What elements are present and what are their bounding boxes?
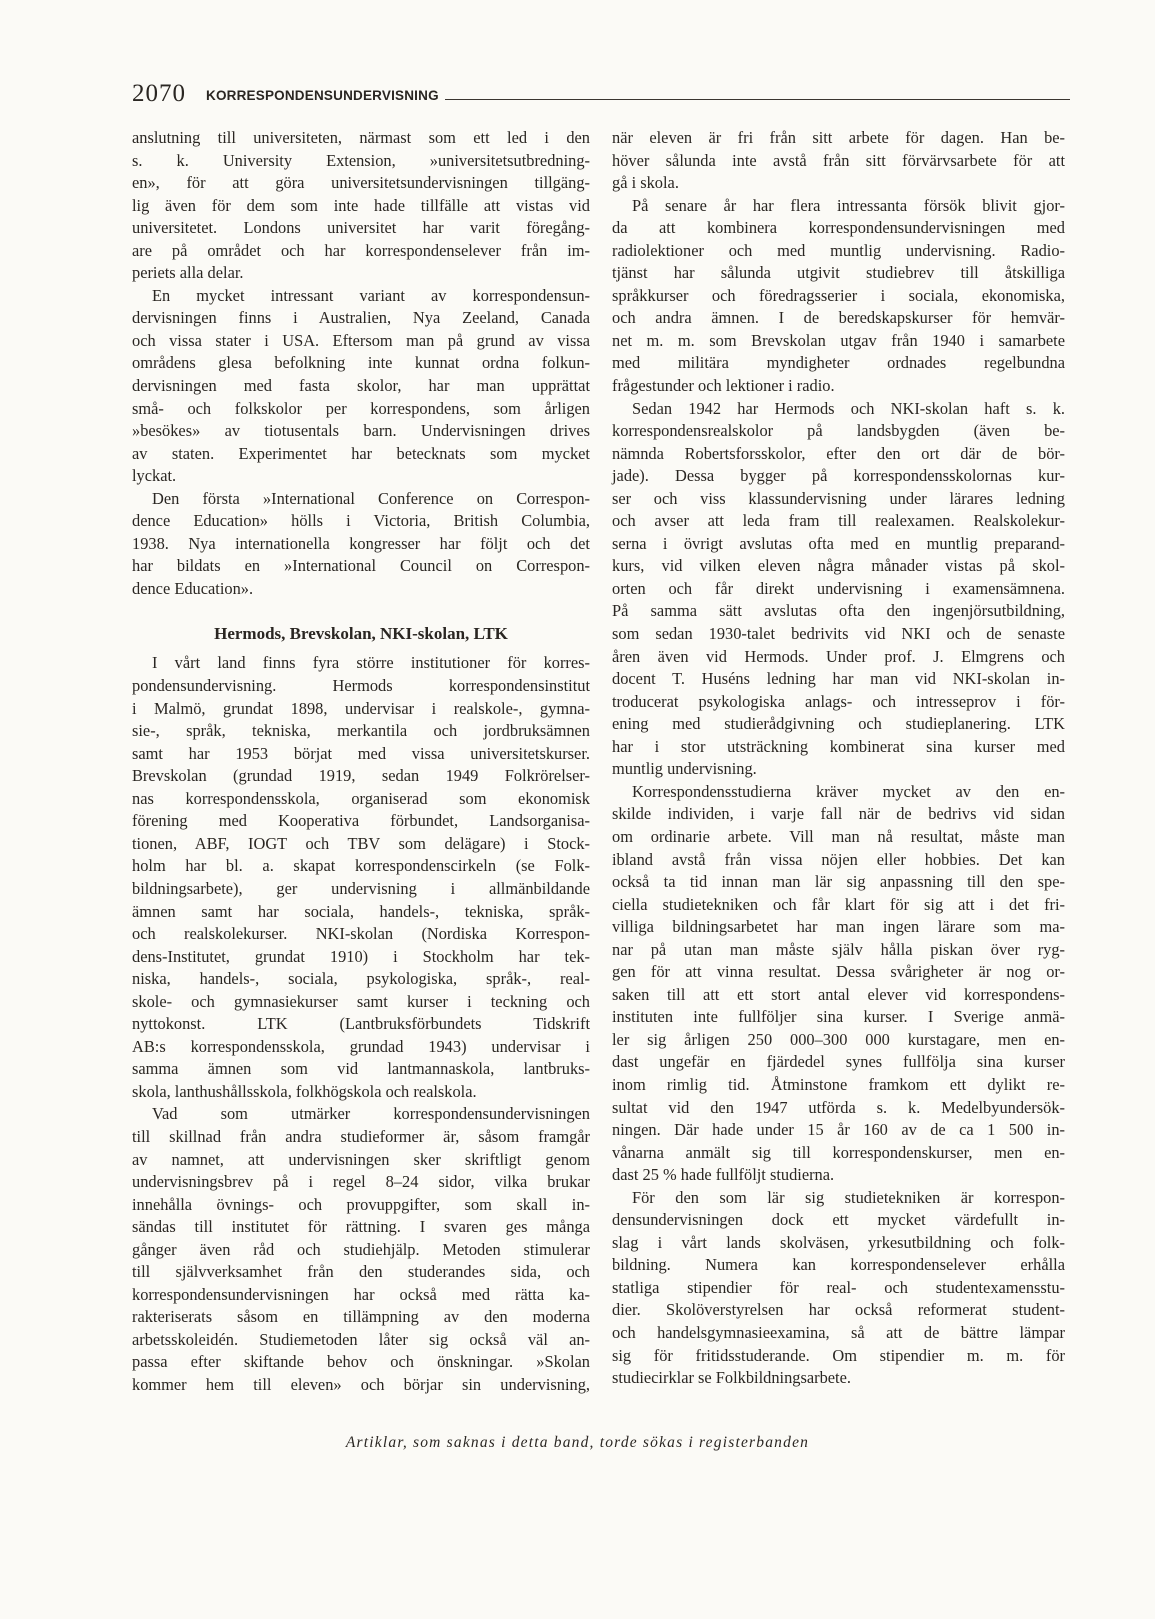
text-line: dervisningen med fasta skolor, har man upprättat: [132, 376, 590, 396]
right-column: [612, 127, 1065, 1390]
text-line: kommer hem till eleven» och börjar sin undervisning,: [132, 1374, 590, 1394]
text-line: korrespondensundervisningen har också med rätta ka-: [132, 1284, 590, 1304]
text-line: tjänst har sålunda utgivit studiebrev till åtskilliga: [612, 263, 1065, 283]
paragraph: [612, 195, 1065, 398]
text-line: universitetet. Londons universitet har varit föregång-: [132, 218, 590, 238]
text-line: kurs, vid vilken eleven några månader vistas på skol-: [612, 556, 1065, 576]
text-line: skilde individen, i varje fall när de bedrivs vid sidan: [612, 804, 1065, 824]
text-line: samt har 1953 börjat med vissa universitetskurser.: [132, 743, 590, 763]
text-line: skole- och gymnasiekurser samt kurser i teckning och: [132, 991, 590, 1011]
text-line: språkkurser och föredragsserier i sociala, ekonomiska,: [612, 285, 1065, 305]
text-line: innehålla övnings- och provuppgifter, som skall in-: [132, 1194, 590, 1214]
footer-note: Artiklar, som saknas i detta band, torde sökas i registerbanden: [345, 1434, 810, 1451]
text-line: ciella studietekniken och får klart för sig att i det fri-: [612, 894, 1065, 914]
text-line: nas korrespondensskola, organiserad som ekonomisk: [132, 788, 590, 808]
text-line: och handelsgymnasieexamina, så att de bättre lämpar: [612, 1322, 1065, 1342]
text-line: små- och folkskolor per korrespondens, som årligen: [132, 398, 590, 418]
text-line: av staten. Experimentet har betecknats som mycket: [132, 443, 590, 463]
text-line: periets alla delar.: [132, 263, 244, 283]
text-line: bildning. Numera kan korrespondenselever erhålla: [612, 1255, 1065, 1275]
paragraph: [132, 1103, 590, 1396]
text-line: med militära myndigheter ordnades regelbundna: [612, 353, 1065, 373]
text-line: ler sig årligen 250 000–300 000 kurstagare, men en-: [612, 1029, 1065, 1049]
right-paragraphs: [612, 127, 1065, 1390]
paragraph: [612, 127, 1065, 195]
text-line: niska, handels-, sociala, psykologiska, språk-, real-: [132, 969, 590, 989]
text-line: lyckat.: [132, 466, 177, 486]
text-line: dence Education» hölls i Victoria, British Columbia,: [132, 511, 590, 531]
text-line: dast ungefär en fjärdedel synes fullfölja sina kurser: [612, 1052, 1065, 1072]
text-line: muntlig undervisning.: [612, 759, 757, 779]
paragraph: [612, 781, 1065, 1187]
text-line: skola, lanthushållsskola, folkhögskola och realskola.: [132, 1081, 477, 1101]
text-line: pondensundervisning. Hermods korrespondensinstitut: [132, 676, 590, 696]
text-line: radiolektioner och med muntlig undervisning. Radio-: [612, 240, 1065, 260]
text-line: bildningsarbete), ger undervisning i allmänbildande: [132, 878, 590, 898]
text-line: gånger även råd och studiehjälp. Metoden stimulerar: [132, 1239, 590, 1259]
text-line: Brevskolan (grundad 1919, sedan 1949 Folkrörelser-: [132, 766, 590, 786]
page-number: 2070: [132, 80, 186, 107]
text-line: sändas till institutet för rättning. I svaren ges många: [132, 1217, 590, 1237]
paragraph: [612, 1187, 1065, 1390]
text-line: För den som lär sig studietekniken är korrespon-: [632, 1187, 1065, 1207]
paragraph: [612, 398, 1065, 781]
text-line: s. k. University Extension, »universitetsutbredning-: [132, 150, 590, 170]
paragraph: [132, 127, 590, 285]
text-line: holm har bl. a. skapat korrespondenscirkeln (se Folk-: [132, 856, 590, 876]
text-line: studiecirklar se Folkbildningsarbete.: [612, 1368, 851, 1388]
text-line: docent T. Huséns ledning har man vid NKI-skolan in-: [612, 669, 1065, 689]
text-line: 1938. Nya internationella kongresser har följt och det: [132, 533, 590, 553]
text-line: höver sålunda inte avstå från sitt förvärvsarbete för att: [612, 150, 1065, 170]
text-line: slag i vårt lands skolväsen, yrkesutbildning och folk-: [612, 1232, 1065, 1252]
text-line: Den första »International Conference on Correspon-: [152, 488, 590, 508]
text-line: samma ämnen som vid lantmannaskola, lantbruks-: [132, 1059, 590, 1079]
text-line: inom rimlig tid. Åtminstone framkom ett dylikt re-: [612, 1074, 1065, 1094]
text-line: har i stor utsträckning kombinerat sina kurser med: [612, 736, 1065, 756]
text-line: sie-, språk, tekniska, merkantila och jordbruksämnen: [132, 721, 590, 741]
text-line: till skillnad från andra studieformer är, såsom framgår: [132, 1126, 590, 1146]
text-line: nyttokonst. LTK (Lantbruksförbundets Tidskrift: [132, 1014, 590, 1034]
text-line: när eleven är fri från sitt arbete för dagen. Han be-: [612, 128, 1065, 147]
text-line: och avser att leda fram till realexamen. Realskolekur-: [612, 511, 1065, 531]
text-line: förening med Kooperativa förbundet, Landsorganisa-: [132, 811, 590, 831]
text-line: en», för att göra universitetsundervisningen tillgäng-: [132, 173, 590, 193]
text-line: dast 25 % hade fullföljt studierna.: [612, 1165, 835, 1185]
text-line: »besökes» av tiotusentals barn. Undervisningen drives: [132, 421, 590, 441]
text-line: Sedan 1942 har Hermods och NKI-skolan haft s. k.: [632, 398, 1065, 418]
text-line: och andra ämnen. I de beredskapskurser för hemvär-: [612, 308, 1065, 328]
text-line: saken till att ett stort antal elever vid korrespondens-: [612, 984, 1065, 1004]
text-line: nar på utan man måste själv hålla piskan över ryg-: [612, 939, 1065, 959]
section-heading: Hermods, Brevskolan, NKI-skolan, LTK: [214, 624, 508, 644]
text-line: På senare år har flera intressanta försök blivit gjor-: [632, 195, 1065, 215]
text-line: och realskolekurser. NKI-skolan (Nordiska Korrespon-: [132, 924, 590, 944]
text-line: instituten inte fullföljer sina kurser. I Sverige anmä-: [612, 1007, 1065, 1027]
text-line: till självverksamhet från den studerandes sida, och: [132, 1262, 590, 1282]
text-line: om ordinarie arbete. Vill man nå resultat, måste man: [612, 826, 1065, 846]
left-paragraphs-before-heading: [132, 127, 590, 600]
text-line: passa efter skiftande behov och önskningar. »Skolan: [132, 1352, 590, 1372]
running-header: [132, 76, 1070, 106]
text-line: serna i övrigt avslutas ofta med en muntlig preparand-: [612, 533, 1065, 553]
text-line: undervisningsbrev på i regel 8–24 sidor, vilka brukar: [132, 1172, 590, 1192]
text-line: densundervisningen dock ett mycket värdefullt in-: [612, 1210, 1065, 1230]
text-line: av namnet, att undervisningen sker skriftligt genom: [132, 1149, 590, 1169]
text-line: ibland avstå från vissa nöjen eller hobbies. Det kan: [612, 849, 1065, 869]
text-line: dier. Skolöverstyrelsen har också reformerat student-: [612, 1300, 1065, 1320]
text-line: korrespondensrealskolor på landsbygden (även be-: [612, 421, 1065, 441]
text-line: Vad som utmärker korrespondensundervisningen: [152, 1104, 590, 1124]
text-line: vånarna anmält sig till korrespondenskurser, men en-: [612, 1142, 1065, 1162]
running-title: KORRESPONDENSUNDERVISNING: [206, 88, 439, 103]
text-line: ening med studierådgivning och studieplanering. LTK: [612, 714, 1065, 734]
text-line: sultat vid den 1947 utförda s. k. Medelbyundersök-: [612, 1097, 1065, 1117]
text-line: som sedan 1930-talet bedrivits vid NKI och de senaste: [612, 624, 1065, 644]
text-line: Korrespondensstudierna kräver mycket av den en-: [632, 781, 1065, 801]
text-line: dens-Institutet, grundat 1910) i Stockholm har tek-: [132, 946, 590, 966]
text-line: are på området och har korrespondenselever från im-: [132, 240, 590, 260]
text-line: net m. m. som Brevskolan utgav från 1940 i samarbete: [612, 330, 1065, 350]
text-line: rakteriserats såsom en tillämpning av den moderna: [132, 1307, 590, 1327]
text-line: troducerat psykologiska anlags- och intresseprov i för-: [612, 691, 1065, 711]
text-line: i Malmö, grundat 1898, undervisar i realskole-, gymna-: [132, 698, 590, 718]
text-line: orten och får direkt undervisning i examensämnena.: [612, 578, 1065, 598]
text-line: ningen. Där hade under 15 år 160 av de ca 1 500 in-: [612, 1120, 1065, 1140]
text-line: områdens glesa befolkning inte kunnat ordna folkun-: [132, 353, 590, 373]
paragraph: [132, 652, 590, 1103]
text-line: En mycket intressant variant av korrespondensun-: [152, 285, 590, 305]
left-paragraphs-after-heading: [132, 652, 590, 1396]
text-line: åren även vid Hermods. Under prof. J. Elmgrens och: [612, 646, 1065, 666]
left-column: [132, 127, 590, 1397]
text-line: da att kombinera korrespondensundervisningen med: [612, 218, 1065, 238]
text-line: anslutning till universiteten, närmast som ett led i den: [132, 128, 590, 147]
text-line: sig för fritidsstuderande. Om stipendier m. m. för: [612, 1345, 1065, 1365]
text-line: ämnen samt har sociala, handels-, tekniska, språk-: [132, 901, 590, 921]
text-line: har bildats en »International Council on Correspon-: [132, 556, 590, 576]
text-line: På samma sätt avslutas ofta den ingenjörsutbildning,: [612, 601, 1065, 621]
text-line: villiga bildningsarbetet har man ingen lärare som ma-: [612, 917, 1065, 937]
text-line: och vissa stater i USA. Eftersom man på grund av vissa: [132, 330, 590, 350]
text-line: I vårt land finns fyra större institutioner för korres-: [152, 653, 590, 673]
text-line: nämnda Robertsforsskolor, efter den ort där de bör-: [612, 443, 1065, 463]
text-line: arbetsskoleidén. Studiemetoden låter sig också väl an-: [132, 1329, 590, 1349]
text-line: tionen, ABF, IOGT och TBV som delägare) i Stock-: [132, 833, 590, 853]
text-line: också ta tid innan man lär sig anpassning till den spe-: [612, 872, 1065, 892]
text-line: gå i skola.: [612, 173, 679, 193]
text-line: frågestunder och lektioner i radio.: [612, 376, 835, 396]
text-line: gen för att vinna resultat. Dessa svårigheter är nog or-: [612, 962, 1065, 982]
text-line: dence Education».: [132, 578, 254, 598]
text-line: jade). Dessa bygger på korrespondensskolornas kur-: [612, 466, 1065, 486]
paragraph: [132, 285, 590, 488]
text-line: dervisningen finns i Australien, Nya Zeeland, Canada: [132, 308, 590, 328]
text-line: lig även för dem som inte hade tillfälle att vistas vid: [132, 195, 590, 215]
header-rule: [445, 99, 1070, 100]
paragraph: [132, 488, 590, 601]
text-line: ser och viss klassundervisning under lärares ledning: [612, 488, 1065, 508]
text-line: statliga stipendier för real- och studentexamensstu-: [612, 1277, 1065, 1297]
text-line: AB:s korrespondensskola, grundad 1943) undervisar i: [132, 1036, 590, 1056]
